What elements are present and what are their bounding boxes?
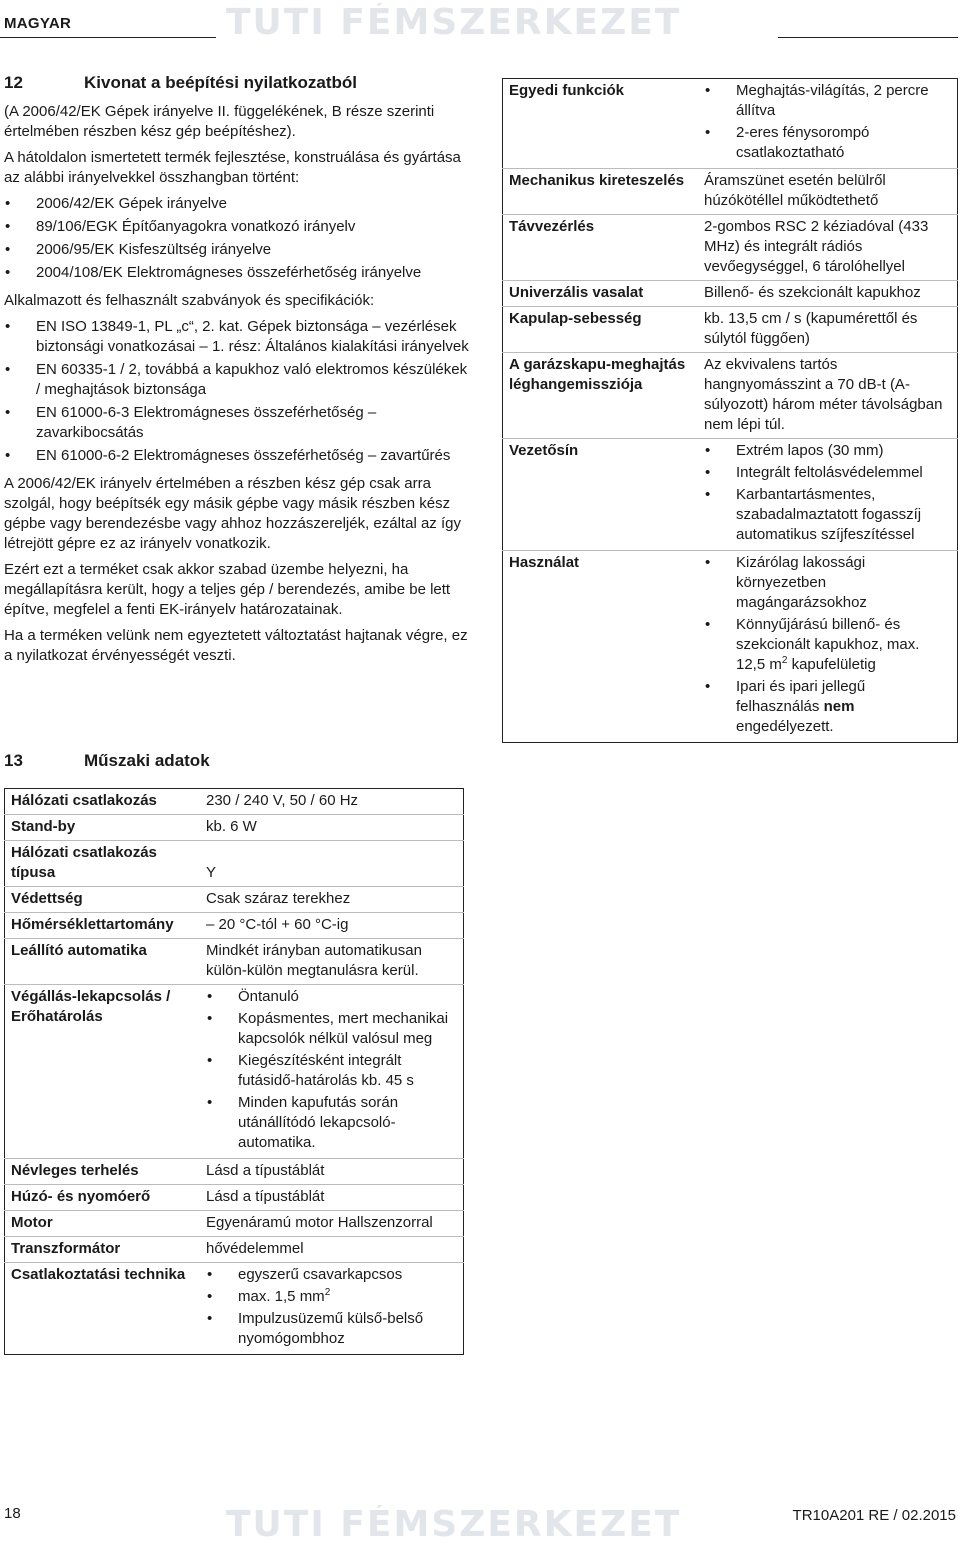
list-item: • Karbantartásmentes, szabadalmaztatott fogasszíj automatikus szíjfeszítéssel <box>704 485 951 545</box>
language-label: MAGYAR <box>4 15 72 32</box>
superscript: 2 <box>324 1287 331 1298</box>
superscript: 2 <box>781 655 788 666</box>
table-row <box>503 281 958 307</box>
row-value: Csak száraz terekhez <box>200 887 464 913</box>
row-value: Billenő- és szekcionált kapukhoz <box>698 281 958 307</box>
table-row <box>5 913 464 939</box>
intro-paragraph: (A 2006/42/EK Gépek irányelve II. függelékének, B része szerinti értelmében részben kész gép beépítéshez). <box>4 103 435 140</box>
table-row <box>503 79 958 169</box>
list-item: • EN ISO 13849-1, PL „c“, 2. kat. Gépek biztonsága – vezérlések biztonsági vonatkozásai – 1. rész: Általános kialakítási irányelvek <box>4 317 470 357</box>
table-row <box>5 1211 464 1237</box>
section-12-heading <box>4 72 470 94</box>
special-functions-list <box>704 81 951 163</box>
row-label: Végállás-lekapcsolás / Erőhatárolás <box>5 985 201 1159</box>
list-item: • 2006/42/EK Gépek irányelve <box>4 194 470 214</box>
document-code: TR10A201 RE / 02.2015 <box>792 1507 956 1524</box>
list-item: • Öntanuló <box>206 987 457 1007</box>
row-label: Mechanikus kireteszelés <box>503 169 699 215</box>
row-value <box>698 79 958 169</box>
item-text: kapufelületig <box>787 656 876 673</box>
standards-lead: Alkalmazott és felhasznált szabványok és specifikációk: <box>4 292 375 309</box>
row-label: Kapulap-sebesség <box>503 307 699 353</box>
tech-data-table <box>4 788 464 1355</box>
row-label: Stand-by <box>5 815 201 841</box>
list-item <box>206 1287 457 1307</box>
row-value: Áramszünet esetén belülről húzókötéllel működtethető <box>698 169 958 215</box>
table-row <box>503 307 958 353</box>
list-item <box>704 677 951 737</box>
row-label: A garázskapu-meghajtás léghangemissziója <box>503 353 699 439</box>
section-number: 12 <box>4 73 23 92</box>
brand-watermark: TUTI FÉMSZERKEZET <box>226 3 682 43</box>
row-value: Y <box>200 841 464 887</box>
page-number: 18 <box>4 1505 21 1522</box>
list-item: • Kizárólag lakossági környezetben magángarázsokhoz <box>704 553 951 613</box>
rail-features-list <box>704 441 951 545</box>
usage-list <box>704 553 951 737</box>
row-value: kb. 13,5 cm / s (kapumérettől és súlytól függően) <box>698 307 958 353</box>
table-row <box>5 1185 464 1211</box>
row-label: Távvezérlés <box>503 215 699 281</box>
list-item: • EN 60335-1 / 2, továbbá a kapukhoz való elektromos készülékek / meghajtások biztonsága <box>4 360 470 400</box>
list-item: • Integrált feltolásvédelemmel <box>704 463 951 483</box>
table-row <box>5 985 464 1159</box>
table-row <box>503 551 958 743</box>
section-13 <box>4 750 474 1355</box>
item-text: max. 1,5 mm <box>238 1288 325 1305</box>
list-item: • 89/106/EGK Építőanyagokra vonatkozó irányelv <box>4 217 470 237</box>
header-rule-left <box>0 37 216 38</box>
connection-list <box>206 1265 457 1349</box>
table-row <box>503 439 958 551</box>
row-label: Védettség <box>5 887 201 913</box>
table-row <box>503 169 958 215</box>
section-title: Kivonat a beépítési nyilatkozatból <box>84 73 358 92</box>
row-value: kb. 6 W <box>200 815 464 841</box>
row-label: Hálózati csatlakozás típusa <box>5 841 201 887</box>
row-value: Lásd a típustáblát <box>200 1159 464 1185</box>
row-value: Egyenáramú motor Hallszenzorral <box>200 1211 464 1237</box>
limit-features-list <box>206 987 457 1153</box>
brand-watermark-footer: TUTI FÉMSZERKEZET <box>226 1505 682 1545</box>
list-item: • egyszerű csavarkapcsos <box>206 1265 457 1285</box>
row-value: Lásd a típustáblát <box>200 1185 464 1211</box>
section-12 <box>4 72 470 672</box>
table-row <box>5 1263 464 1355</box>
row-value: Mindkét irányban automatikusan külön-külön megtanulásra kerül. <box>200 939 464 985</box>
features-table <box>502 78 958 743</box>
section-title: Műszaki adatok <box>84 751 210 770</box>
list-item: • Impulzusüzemű külső-belső nyomógombhoz <box>206 1309 457 1349</box>
row-value: 230 / 240 V, 50 / 60 Hz <box>206 792 359 809</box>
row-value <box>200 985 464 1159</box>
row-label: Csatlakoztatási technika <box>5 1263 201 1355</box>
body-paragraph: Ezért ezt a terméket csak akkor szabad üzembe helyezni, ha megállapításra került, hogy a teljes gép / berendezés, amibe be lett építve, megfelel a fenti EK-irányelv határozatainak. <box>4 561 451 618</box>
row-label: Hálózati csatlakozás <box>11 792 157 809</box>
row-value: Az ekvivalens tartós hangnyomásszint a 70 dB-t (A-súlyozott) három méter távolságban nem lépi túl. <box>698 353 958 439</box>
table-row <box>5 1237 464 1263</box>
list-item: • Minden kapufutás során utánállítódó lekapcsoló-automatika. <box>206 1093 457 1153</box>
section-number: 13 <box>4 751 23 770</box>
body-paragraph: Ha a terméken velünk nem egyeztetett változtatást hajtanak végre, ez a nyilatkozat érvényességét veszti. <box>4 627 468 664</box>
row-label: Transzformátor <box>5 1237 201 1263</box>
row-label: Hőmérséklettartomány <box>5 913 201 939</box>
table-row <box>5 887 464 913</box>
list-item: • Extrém lapos (30 mm) <box>704 441 951 461</box>
row-label: Használat <box>503 551 699 743</box>
table-row <box>5 789 464 815</box>
row-value: hővédelemmel <box>200 1237 464 1263</box>
list-item: • Meghajtás-világítás, 2 percre állítva <box>704 81 951 121</box>
row-label: Univerzális vasalat <box>503 281 699 307</box>
list-item: • EN 61000-6-2 Elektromágneses összeférhetőség – zavartűrés <box>4 446 470 466</box>
list-item: • 2006/95/EK Kisfeszültség irányelve <box>4 240 470 260</box>
row-label: Vezetősín <box>503 439 699 551</box>
list-item: • 2-eres fénysorompó csatlakoztatható <box>704 123 951 163</box>
table-row <box>503 353 958 439</box>
lead-paragraph: A hátoldalon ismertetett termék fejlesztése, konstruálása és gyártása az alábbi irányelvekkel összhangban történt: <box>4 149 461 186</box>
row-value: – 20 °C-tól + 60 °C-ig <box>200 913 464 939</box>
emphasis-text: nem <box>823 698 855 715</box>
table-row <box>5 939 464 985</box>
table-row <box>5 815 464 841</box>
section-13-heading <box>4 750 474 772</box>
row-label: Motor <box>5 1211 201 1237</box>
header-rule-right <box>778 37 958 38</box>
row-value <box>698 551 958 743</box>
row-value <box>200 1263 464 1355</box>
row-value: 2-gombos RSC 2 kéziadóval (433 MHz) és integrált rádiós vevőegységgel, 6 tárolóhellyel <box>698 215 958 281</box>
directives-list <box>4 194 470 283</box>
row-label: Egyedi funkciók <box>509 82 625 99</box>
list-item: • EN 61000-6-3 Elektromágneses összeférhetőség – zavarkibocsátás <box>4 403 470 443</box>
item-text: Könnyűjárású billenő- és szekcionált kapukhoz, max. 12,5 m <box>736 616 920 673</box>
standards-list <box>4 317 470 466</box>
item-text: engedélyezett. <box>736 718 834 735</box>
table-row <box>5 1159 464 1185</box>
row-label: Leállító automatika <box>5 939 201 985</box>
list-item: • 2004/108/EK Elektromágneses összeférhetőség irányelve <box>4 263 470 283</box>
row-label: Névleges terhelés <box>5 1159 201 1185</box>
list-item <box>704 615 951 675</box>
table-row <box>503 215 958 281</box>
list-item: • Kopásmentes, mert mechanikai kapcsolók nélkül valósul meg <box>206 1009 457 1049</box>
row-value <box>698 439 958 551</box>
item-text: Ipari és ipari jellegű felhasználás <box>736 678 866 715</box>
list-item: • Kiegészítésként integrált futásidő-határolás kb. 45 s <box>206 1051 457 1091</box>
table-row <box>5 841 464 887</box>
body-paragraph: A 2006/42/EK irányelv értelmében a részben kész gép csak arra szolgál, hogy beépítsék egy másik gépbe vagy másik részben kész gépbe vagy berendezésbe vagy ahhoz hozzászereljék, ezáltal az így létrejött gépre ez az irányelv vonatkozik. <box>4 475 461 552</box>
row-label: Húzó- és nyomóerő <box>5 1185 201 1211</box>
